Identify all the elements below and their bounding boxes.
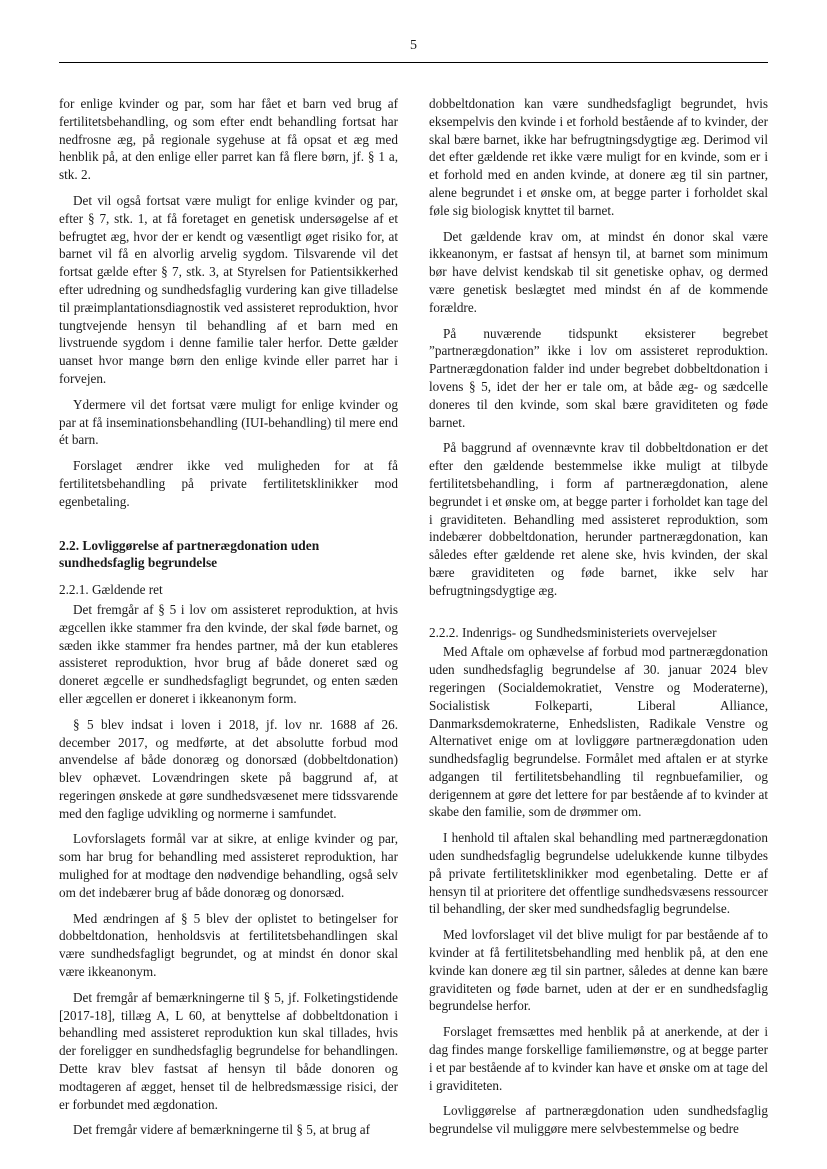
subsection-heading: 2.2.2. Indenrigs- og Sundhedsministeriets overvejelser bbox=[429, 624, 717, 640]
paragraph: Ydermere vil det fortsat være muligt for enlige kvinder og par at få inseminationsbehandling (IUI-behandling) til mere end ét barn. bbox=[59, 396, 398, 448]
paragraph: Forslaget ændrer ikke ved muligheden for at få fertilitetsbehandling på private fertilitetsklinikker mod egenbetaling. bbox=[59, 458, 398, 509]
paragraph: På nuværende tidspunkt eksisterer begrebet ”partnerægdonation” ikke i lov om assisteret reproduktion. Partnerægdonation falder ind under begrebet dobbeltdonation i lovens § 5, idet der her er tale om, at både æg- og sædcelle doneres til den kvinde, som skal bære graviditeten og føde barnet. bbox=[429, 325, 768, 430]
paragraph: Med Aftale om ophævelse af forbud mod partnerægdonation uden sundhedsfaglig begrundelse af 30. januar 2024 blev regeringen (Socialdemokratiet, Venstre og Moderaterne), Socialistisk Folkeparti, Liberal Alliance, Danmarksdemokraterne, Enhedslisten, Radikale Venstre og Alternativet enige om at lovliggøre partnerægdonation uden sundhedsfaglig begrundelse. Formålet med aftalen er at styrke adgangen til fertilitetsbehandling til regnbuefamilier, og derigennem at gøre det lettere for par bestående af to kvinder at skabe den familie, som de drømmer om. bbox=[429, 644, 768, 820]
header-rule bbox=[59, 62, 768, 63]
left-column bbox=[59, 95, 398, 1147]
paragraph: Det fremgår videre af bemærkningerne til § 5, at brug af bbox=[73, 1122, 370, 1138]
paragraph: for enlige kvinder og par, som har fået et barn ved brug af fertilitetsbehandling, og som efter endt behandling fortsat har nedfrosne æg, på regionale sygehuse at få opsat et æg med henblik på, at den enlige eller parret kan få flere børn, jf. § 1 a, stk. 2. bbox=[59, 96, 398, 183]
right-column bbox=[429, 95, 768, 1146]
paragraph: Det fremgår af bemærkningerne til § 5, jf. Folketingstidende [2017-18], tillæg A, L 60, at benyttelse af dobbeltdonation i behandling med assisteret reproduktion kun skal tillades, hvis der foreligger en sundhedsfaglig begrundelse for behandlingen. Dette krav blev fastsat af hensyn til både donoren og modtageren af ægget, henset til de helbredsmæssige risici, der er forbundet med ægdonation. bbox=[59, 989, 398, 1112]
paragraph: Med lovforslaget vil det blive muligt for par bestående af to kvinder at få fertilitetsbehandling med henblik på, at den ene kvinde kan donere æg til sin partner, således at denne kan bære graviditeten og føde barnet, uden at der er en sundhedsfaglig begrundelse herfor. bbox=[429, 927, 768, 1014]
paragraph: På baggrund af ovennævnte krav til dobbeltdonation er det efter den gældende bestemmelse ikke muligt at tilbyde fertilitetsbehandling, i form af partnerægdonation, alene begrundet i et ønske om, at begge parter i forholdet kan tage del i graviditeten. Behandling med assisteret reproduktion, som indebærer dobbeltdonation, herunder partnerægdonation, kan således efter gældende ret alene ske, hvis kvinden, der skal bære graviditeten og føde barnet, ikke selv har befrugtningsdygtige æg. bbox=[429, 440, 768, 598]
page-number: 5 bbox=[410, 38, 417, 53]
paragraph: Lovliggørelse af partnerægdonation uden sundhedsfaglig begrundelse vil muliggøre mere selvbestemmelse og bedre bbox=[429, 1103, 768, 1137]
paragraph: Lovforslagets formål var at sikre, at enlige kvinder og par, som har brug for behandling med assisteret reproduktion, har mulighed for at modtage den nødvendige behandling, også selv om det indebærer brug af både donoræg og donorsæd. bbox=[59, 831, 398, 900]
paragraph: Det vil også fortsat være muligt for enlige kvinder og par, efter § 7, stk. 1, at få foretaget en genetisk undersøgelse af et befrugtet æg, hvor der er kendt og væsentligt øget risiko for, at barnet vil få en alvorlig arvelig sygdom. Tilsvarende vil det fortsat gælde efter § 7, stk. 3, at Styrelsen for Patientsikkerhed efter udredning og sundhedsfaglig vurdering kan give tilladelse til præimplantationsdiagnostik ved assisteret reproduktion, hvor tungtvejende hensyn til behandling af et barn med en livstruende sygdom i denne familie taler herfor. Dette gælder uanset hvor mange børn den enlige kvinde eller parret har i forvejen. bbox=[59, 192, 398, 386]
paragraph: Det fremgår af § 5 i lov om assisteret reproduktion, at hvis ægcellen ikke stammer fra den kvinde, der skal føde barnet, og sæden ikke stammer fra hendes partner, må der kun etableres assisteret reproduktion, hvor brug af både doneret sæd og doneret ægcelle er sundhedsfagligt begrundet, og enten sæden eller ægcellen er doneret i ikkeanonym form. bbox=[59, 601, 398, 706]
subsection-heading: 2.2.1. Gældende ret bbox=[59, 582, 163, 598]
paragraph: Med ændringen af § 5 blev der oplistet to betingelser for dobbeltdonation, henholdsvis at fertilitetsbehandlingen skal være sundhedsfagligt begrundet, og at mindst én donor skal være ikkeanonym. bbox=[59, 910, 398, 980]
paragraph: dobbeltdonation kan være sundhedsfagligt begrundet, hvis eksempelvis den kvinde i et forhold bestående af to kvinder, der skal bære barnet, ikke har befrugtningsdygtige æg. Derimod vil det efter gældende ret ikke være muligt for en kvinde, som er i et forhold med en anden kvinde, at donere æg til sin partner, alene begrundet i et ønske om, at begge parter i forholdet skal føle sig biologisk knyttet til barnet. bbox=[429, 96, 768, 218]
paragraph: Forslaget fremsættes med henblik på at anerkende, at der i dag findes mange forskellige familiemønstre, og at begge parter i et par bestående af to kvinder kan have et ønske om at tage del i graviditeten. bbox=[429, 1024, 768, 1093]
paragraph: § 5 blev indsat i loven i 2018, jf. lov nr. 1688 af 26. december 2017, og medførte, at det absolutte forbud mod anvendelse af både donoræg og donorsæd (dobbeltdonation) blev ophævet. Lovændringen skete på baggrund af, at regeringen ønskede at gøre sundhedsvæsenet mere tidssvarende med den faglige udvikling og normerne i samfundet. bbox=[59, 716, 398, 821]
section-heading: 2.2. Lovliggørelse af partnerægdonation uden sundhedsfaglig begrundelse bbox=[59, 537, 320, 571]
paragraph: I henhold til aftalen skal behandling med partnerægdonation uden sundhedsfaglig begrundelse udelukkende kunne tilbydes på private fertilitetsklinikker mod egenbetaling. Dette er af hensyn til at prioritere det offentlige sundhedsvæsens ressourcer til behandling, der sker med sundhedsfaglig begrundelse. bbox=[429, 830, 768, 917]
paragraph: Det gældende krav om, at mindst én donor skal være ikkeanonym, er fastsat af hensyn til, at barnet som minimum bør have delvist kendskab til sit genetiske ophav, og dermed være genetisk beslægtet med mindst én af de kommende forældre. bbox=[429, 228, 768, 315]
